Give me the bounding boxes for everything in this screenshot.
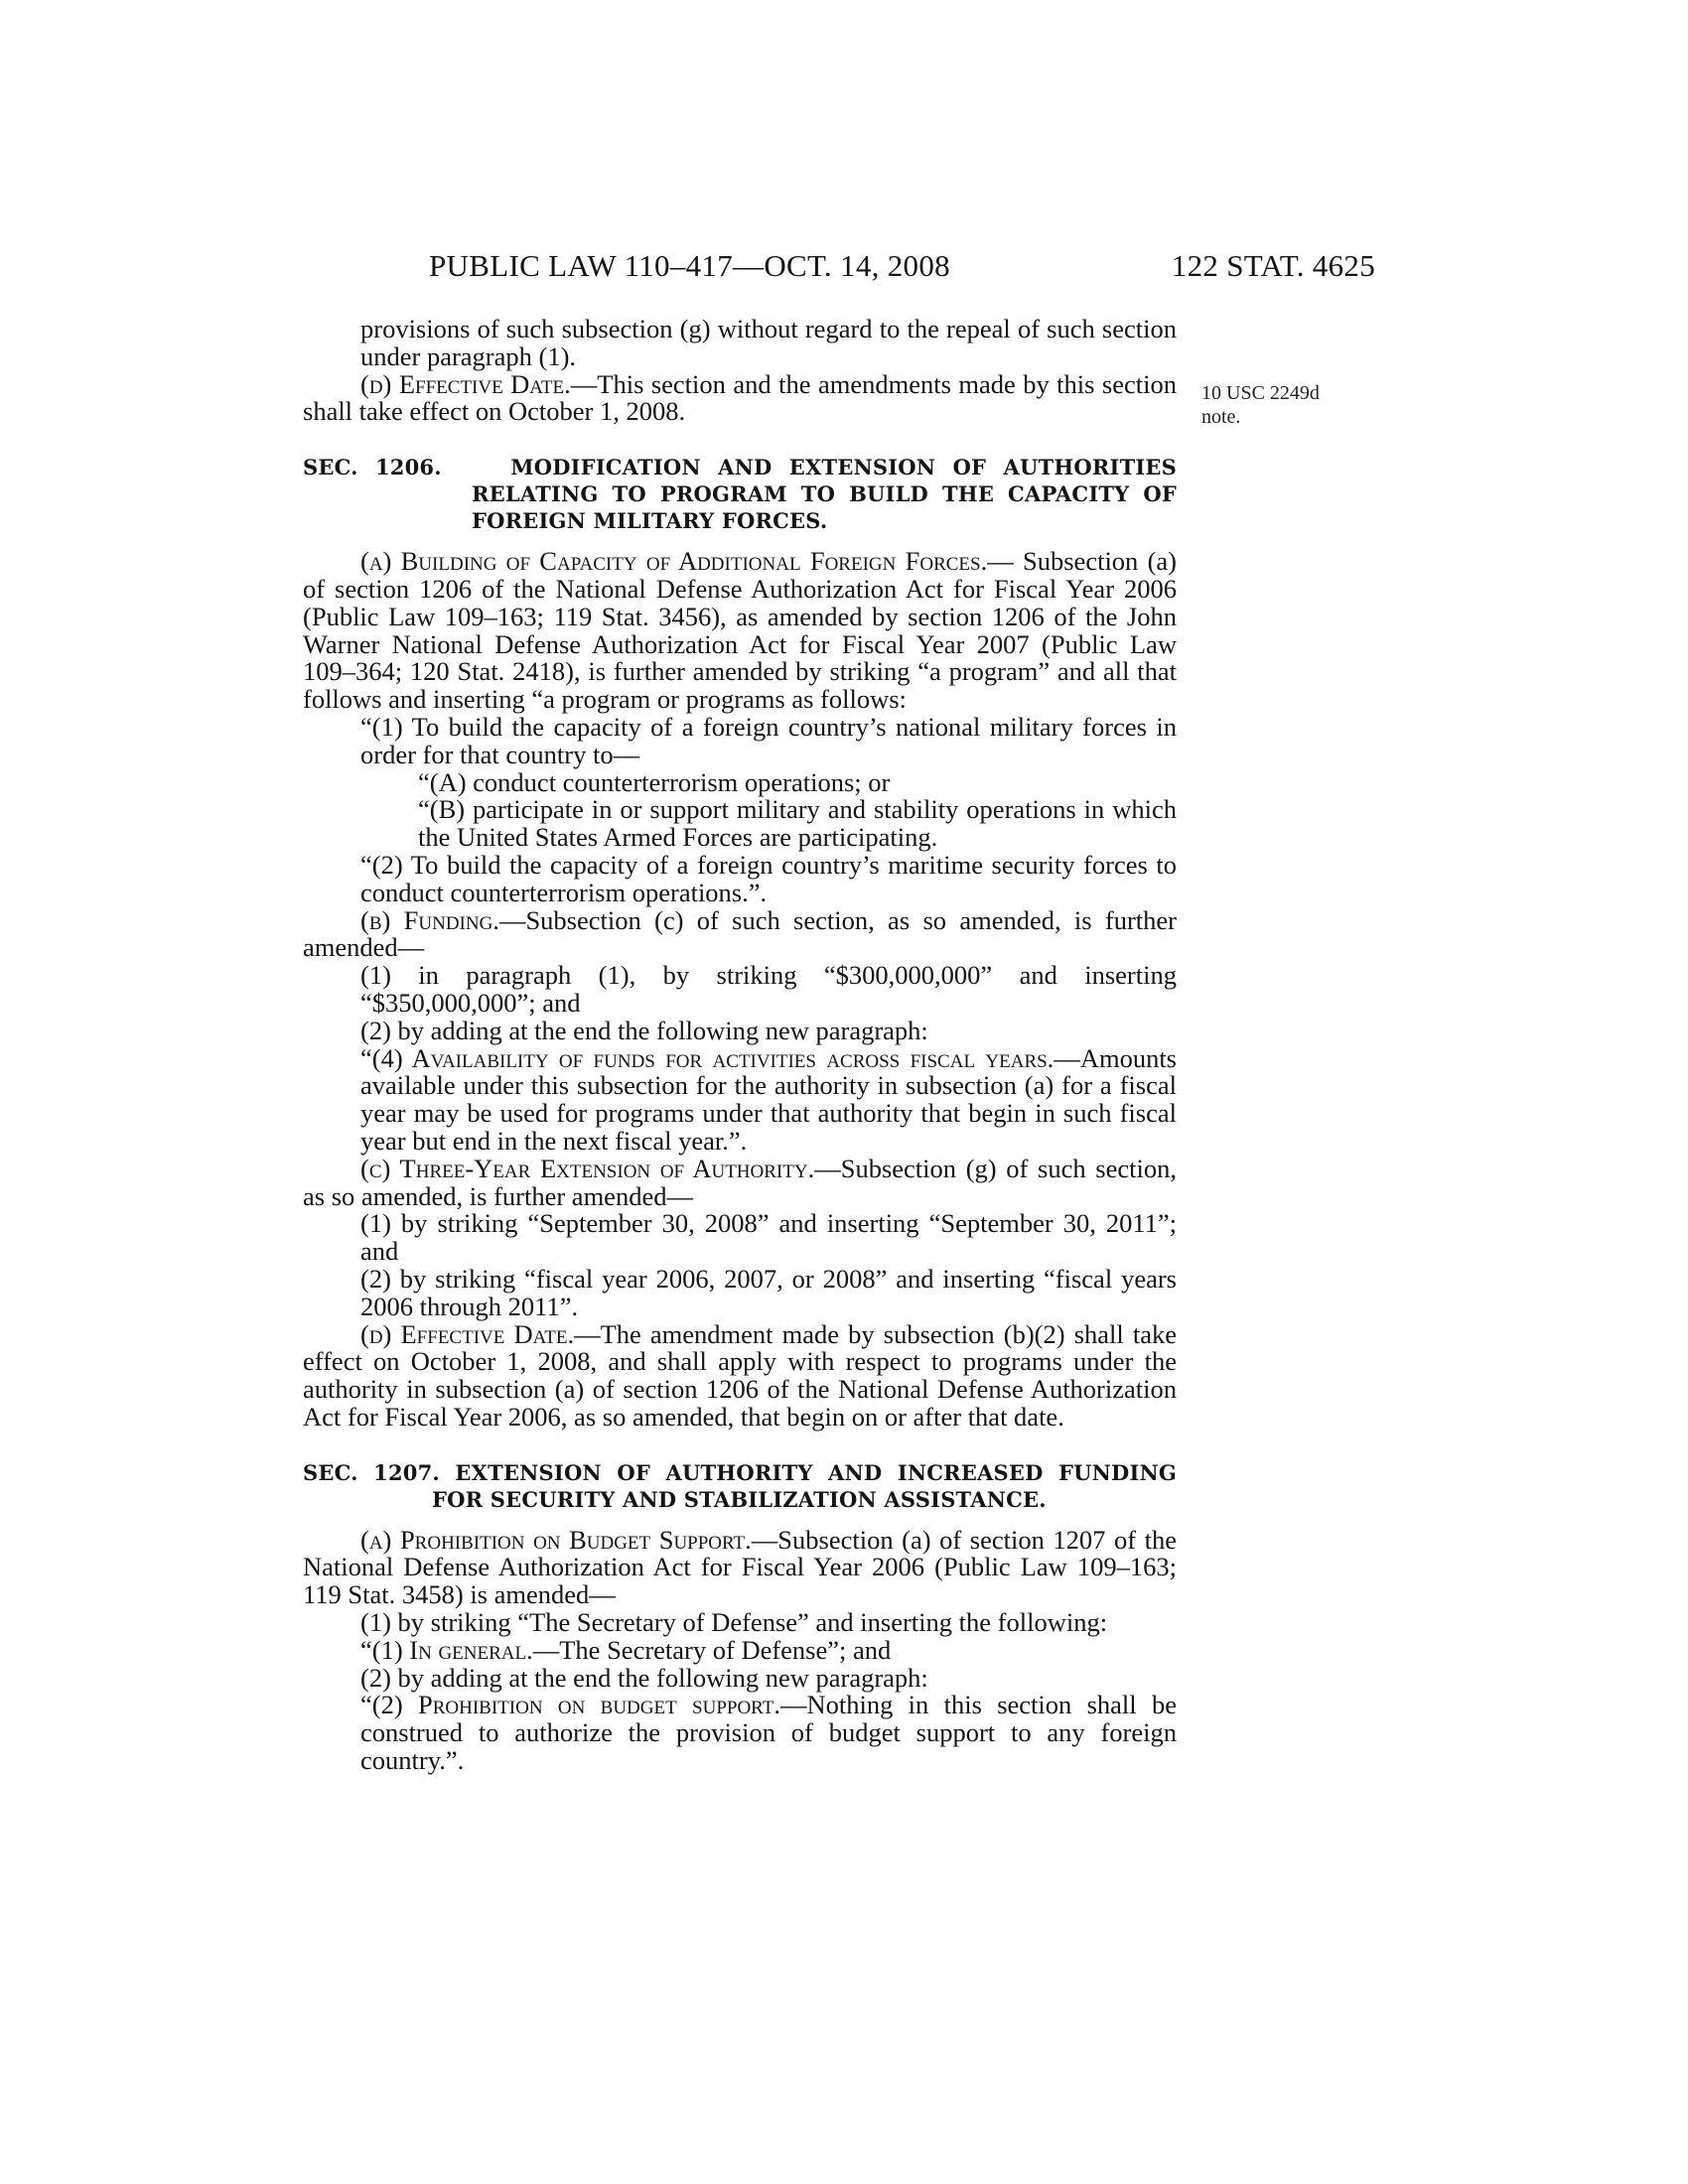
page-header-title: PUBLIC LAW 110–417—OCT. 14, 2008 xyxy=(429,248,950,283)
paragraph-c1: (1) by striking “September 30, 2008” and inserting “September 30, 2011”; and xyxy=(360,1208,1177,1267)
margin-note-line2: note. xyxy=(1201,406,1241,428)
paragraph-heading: “(4) Availability of funds for activities across fiscal years. xyxy=(360,1042,1055,1073)
margin-note xyxy=(1201,381,1320,429)
document-body xyxy=(303,316,1177,1775)
subsection-heading: (d) Effective Date. xyxy=(360,1318,575,1349)
paragraph-aB: “(B) participate in or support military and stability operations in which the United States Armed Forces are participating. xyxy=(418,794,1177,853)
section-title: EXTENSION OF AUTHORITY AND INCREASED FUNDING FOR SECURITY AND STABILIZATION ASSISTANCE. xyxy=(432,1459,1177,1512)
subsection-heading: (b) Funding. xyxy=(360,904,499,935)
paragraph-a2: “(2) To build the capacity of a foreign country’s maritime security forces to conduct counterterrorism operations.”. xyxy=(360,849,1177,907)
subsection-a xyxy=(303,548,1177,714)
paragraph-1207-a1: (1) by striking “The Secretary of Defense” and inserting the following: xyxy=(360,1607,1108,1638)
subsection-heading: (d) Effective Date. xyxy=(360,368,571,399)
paragraph-b4 xyxy=(360,1042,1177,1156)
subsection-1207-a xyxy=(303,1524,1177,1610)
paragraph-text: —Subsection (c) of such section, as so amended, is further amended— xyxy=(303,904,1177,963)
paragraph-text: —This section and the amendments made by this section shall take effect on October 1, 2008. xyxy=(303,368,1177,427)
subsection-heading: (c) Three-Year Extension of Authority. xyxy=(360,1153,815,1183)
paragraph-1207-a1-quote xyxy=(360,1634,1177,1665)
subsection-d xyxy=(303,1318,1177,1432)
paragraph-effective-date xyxy=(303,368,1177,427)
section-title: MODIFICATION AND EXTENSION OF AUTHORITIES RELATING TO PROGRAM TO BUILD THE CAPACITY OF FOREIGN MILITARY FORCES. xyxy=(472,455,1178,534)
paragraph-aA: “(A) conduct counterterrorism operations; or xyxy=(418,766,891,797)
paragraph-text: — Subsection (a) of section 1206 of the National Defense Authorization Act for Fiscal Year 2006 (Public Law 109–163; 119 Stat. 3456), as amended by section 1206 of the John Warner National Defense Authorization Act for Fiscal Year 2007 (Public Law 109–364; 120 Stat. 2418), is further amended by striking “a program” and all that follows and inserting “a program or programs as follows: xyxy=(303,546,1177,715)
section-number: SEC. 1206. xyxy=(303,455,442,480)
subsection-heading: (a) Prohibition on Budget Support. xyxy=(360,1524,752,1555)
subsection-c xyxy=(303,1153,1177,1211)
paragraph-text: —Subsection (a) of section 1207 of the National Defense Authorization Act for Fiscal Year 2006 (Public Law 109–163; 119 Stat. 3458) is amended— xyxy=(303,1524,1177,1610)
paragraph-text: —The Secretary of Defense”; and xyxy=(532,1634,892,1665)
paragraph-text: —Nothing in this section shall be construed to authorize the provision of budget support to any foreign country.”. xyxy=(360,1690,1177,1776)
paragraph-text: —Amounts available under this subsection for the authority in subsection (a) for a fiscal year may be used for programs under that authority that begin in such fiscal year but end in the next fiscal year.”. xyxy=(360,1042,1177,1156)
paragraph-heading: “(2) Prohibition on budget support. xyxy=(360,1690,780,1720)
margin-note-line1: 10 USC 2249d xyxy=(1201,382,1320,404)
paragraph-1207-a2-quote xyxy=(360,1692,1177,1774)
section-1207-heading xyxy=(303,1459,1177,1513)
paragraph-c2: (2) by striking “fiscal year 2006, 2007, or 2008” and inserting “fiscal years 2006 through 2011”. xyxy=(360,1263,1177,1321)
paragraph-b2: (2) by adding at the end the following new paragraph: xyxy=(360,1015,928,1045)
section-number: SEC. 1207. xyxy=(303,1459,440,1485)
paragraph-b1: (1) in paragraph (1), by striking “$300,000,000” and inserting “$350,000,000”; and xyxy=(360,960,1177,1018)
paragraph-heading: “(1) In general. xyxy=(360,1634,533,1665)
subsection-heading: (a) Building of Capacity of Additional Foreign Forces. xyxy=(360,546,988,577)
paragraph-text: —The amendment made by subsection (b)(2) shall take effect on October 1, 2008, and shall apply with respect to programs under the authority in subsection (a) of section 1206 of the National Defense Authorization Act for Fiscal Year 2006, as so amended, that begin on or after that date. xyxy=(303,1318,1177,1432)
subsection-b xyxy=(303,904,1177,963)
paragraph-text: —Subsection (g) of such section, as so amended, is further amended— xyxy=(303,1153,1177,1211)
paragraph-1207-a2: (2) by adding at the end the following new paragraph: xyxy=(360,1662,928,1693)
paragraph-continuation: provisions of such subsection (g) without regard to the repeal of such section under paragraph (1). xyxy=(360,314,1177,371)
section-1206-heading xyxy=(303,454,1177,534)
paragraph-a1: “(1) To build the capacity of a foreign country’s national military forces in order for that country to— xyxy=(360,711,1177,769)
page-header-stat: 122 STAT. 4625 xyxy=(1171,248,1375,283)
